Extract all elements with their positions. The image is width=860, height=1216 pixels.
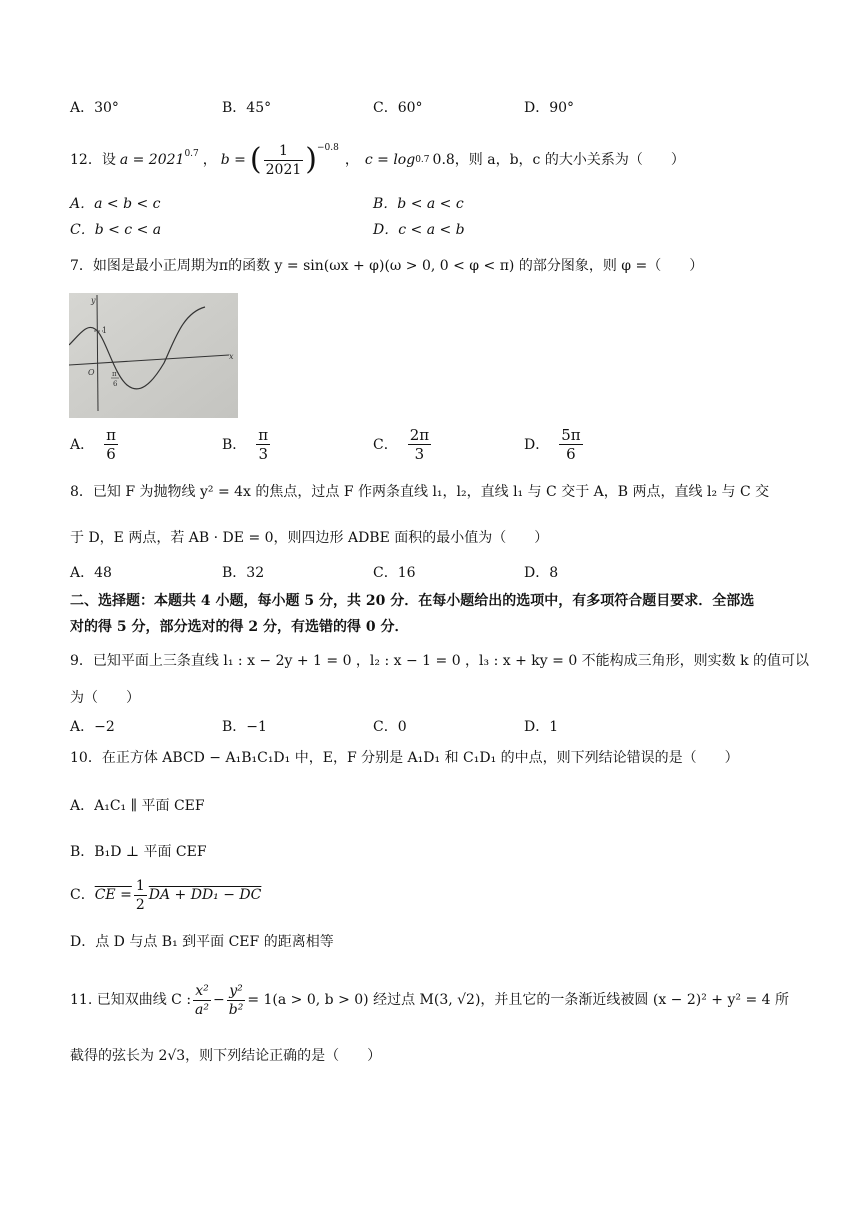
q11-prefix: 11. 已知双曲线 C :: [70, 992, 192, 1008]
q8-option-d: D．8: [524, 565, 559, 581]
section-2-heading-line1: 二、选择题：本题共 4 小题，每小题 5 分，共 20 分．在每小题给出的选项中，有多项符合题目要求．全部选: [70, 593, 755, 609]
q12-option-b: B．b < a < c: [373, 196, 464, 212]
question-11-line1: 11. 已知双曲线 C : $\frac{\text{x²}}{\text{a²}}$ − $\frac{\text{y²}}{\text{b²}}$ = 1(a > 0, b > 0) 经过点 M(3, √2)，并且它的一条渐近线被圆 (x − 2)² + y² = 4 所: [70, 982, 789, 1018]
origin-label: O: [88, 368, 95, 377]
option-d: D．90°: [524, 100, 575, 116]
x-label: x: [229, 352, 234, 361]
q7-option-b: B． $\frac{\pi}{3}$: [222, 426, 269, 463]
q10-option-c-lhs: CE =: [94, 887, 132, 903]
q12-option-a: A．a < b < c: [70, 196, 161, 212]
q8-option-a: A．48: [70, 565, 112, 581]
question-8-line1: 8．已知 F 为抛物线 y² = 4x 的焦点，过点 F 作两条直线 l₁，l₂，直线 l₁ 与 C 交于 A，B 两点，直线 l₂ 与 C 交: [70, 484, 770, 500]
q10-option-b: B．B₁D ⊥ 平面 CEF: [70, 844, 207, 860]
q12-c-expr: c = log: [364, 152, 416, 168]
sine-graph: [69, 293, 238, 418]
question-9-line1: 9．已知平面上三条直线 l₁ : x − 2y + 1 = 0 ，l₂ : x − 1 = 0 ，l₃ : x + ky = 0 不能构成三角形，则实数 k 的值可以: [70, 653, 810, 669]
q10-option-c-rhs: DA + DD₁ − DC: [148, 887, 262, 903]
q7-option-d: D． $\frac{5\pi}{6}$: [524, 426, 581, 463]
q12-option-d: D．c < a < b: [373, 222, 465, 238]
q12-a-expr: a = 2021: [119, 152, 185, 168]
q10-option-c-label: C．: [70, 887, 95, 903]
option-b: B．45°: [222, 100, 272, 116]
q12-c-base: 0.7: [415, 155, 430, 165]
q12-c-arg: 0.8: [432, 152, 455, 168]
q7-option-a: A． $\frac{\pi}{6}$: [70, 426, 116, 463]
q8-option-c: C．16: [373, 565, 416, 581]
q10-option-d: D．点 D 与点 B₁ 到平面 CEF 的距离相等: [70, 934, 334, 950]
question-9-line2: 为（ ）: [70, 690, 140, 706]
question-11-line2: 截得的弦长为 2√3，则下列结论正确的是（ ）: [70, 1048, 382, 1064]
option-c: C．60°: [373, 100, 423, 116]
y-label: y: [91, 296, 96, 305]
question-7-stem: 7．如图是最小正周期为π的函数 y = sin(ωx + φ)(ω > 0, 0 < φ < π) 的部分图象，则 φ =（ ）: [70, 258, 704, 274]
q12-b-fraction: $\frac{1}{2021}$: [265, 142, 302, 178]
q11-mid: = 1(a > 0, b > 0) 经过点 M(3, √2)，并且它的一条渐近线被圆 (x − 2)² + y² = 4 所: [247, 992, 789, 1008]
q9-option-c: C．0: [373, 719, 407, 735]
section-2-heading-line2: 对的得 5 分，部分选对的得 2 分，有选错的得 0 分．: [70, 619, 409, 635]
q8-option-b: B．32: [222, 565, 265, 581]
question-12-stem: 12．设 a = 2021 $^{0.7}$ ， b = ( $\frac{1}{2021}$ ) $^{-0.8}$ ， c = log 0.7 0.8 ，则 a，b，c 的大小关系为（ ）: [70, 138, 685, 182]
q10-option-c: C． CE = $\frac{1}{2}$ DA + DD₁ − DC: [70, 877, 262, 913]
sine-graph-figure: [69, 293, 238, 418]
q12-b-exp: −0.8: [317, 143, 339, 153]
question-8-line2: 于 D，E 两点，若 AB · DE = 0，则四边形 ADBE 面积的最小值为（ ）: [70, 530, 549, 546]
q12-option-c: C．b < c < a: [70, 222, 162, 238]
q9-option-d: D．1: [524, 719, 559, 735]
pi-label: π: [112, 370, 117, 378]
q12-prefix: 12．设: [70, 152, 116, 168]
one-label: 1: [102, 326, 108, 335]
six-label: 6: [113, 380, 118, 388]
q9-option-a: A．−2: [70, 719, 115, 735]
q7-option-c: C． $\frac{2\pi}{3}$: [373, 426, 430, 463]
question-10-stem: 10．在正方体 ABCD − A₁B₁C₁D₁ 中，E，F 分别是 A₁D₁ 和 C₁D₁ 的中点，则下列结论错误的是（ ）: [70, 750, 739, 766]
option-a: A．30°: [70, 100, 119, 116]
q12-a-exp: 0.7: [184, 149, 199, 159]
q9-option-b: B．−1: [222, 719, 267, 735]
q12-suffix: ，则 a，b，c 的大小关系为（ ）: [454, 152, 685, 168]
q12-b-expr: b =: [220, 152, 246, 168]
q10-option-a: A．A₁C₁ ∥ 平面 CEF: [70, 798, 205, 814]
